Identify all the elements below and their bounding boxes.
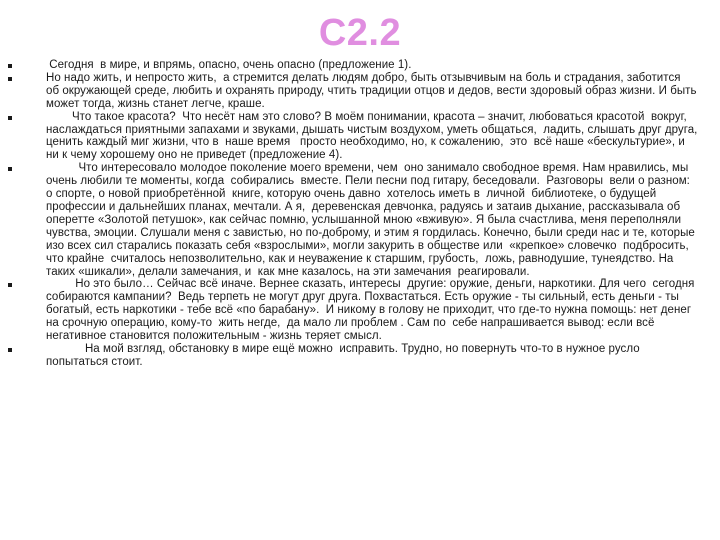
bullet-item xyxy=(8,59,698,72)
square-bullet-icon xyxy=(8,116,12,120)
paragraph-text: Сегодня в мире, и впрямь, опасно, очень опасно (предложение 1). xyxy=(46,59,412,71)
bullet-item xyxy=(8,72,698,111)
square-bullet-icon xyxy=(8,77,12,81)
bullet-item xyxy=(8,110,701,163)
paragraph-text: Что интересовало молодое поколение моего времени, чем оно занимало свободное время. Нам нравились, мы очень любили те моменты, когда собирались вместе. Пели песни под гитару, беседовали. Разговоры вели о разном: о спорте, о новой приобретённой книге, которую очень давно хотелось иметь в личной библиотеке, о будущей профессии и дальнейших планах, мечтали. А я, деревенская девчонка, радуясь и затаив дыхание, рассказывала об оперетте «Золотой петушок», как сейчас помню, услышанной мною «вживую». Я была счастлива, меня переполняли чувства, эмоции. Слушали меня с завистью, но по-доброму, и этим я гордилась. Конечно, были среди нас и те, которые изо всех сил старались показать себя «взрослыми», могли закурить в обществе или «крепкое» словечко подбросить, что крайне считалось непозволительно, как и неуважение к старшим, грубость, ложь, равнодушие, тунеядство. На таких «шикали», делали замечания, и как мне казалось, на эти замечания реагировали. xyxy=(46,162,699,278)
paragraph-text: Но надо жить, и непросто жить, а стремится делать людям добро, быть отзывчивым на боль и страдания, заботится об окружающей среде, любить и охранять природу, чтить традиции отцов и дедов, вести здоровый образ жизни. И быть может тогда, жизнь станет легче, краше. xyxy=(46,71,700,110)
square-bullet-icon xyxy=(8,283,12,287)
paragraph-text: Но это было… Сейчас всё иначе. Вернее сказать, интересы другие: оружие, деньги, наркотики. Для чего сегодня собираются кампании? Ведь терпеть не могут друг друга. Похвастаться. Есть оружие - ты сильный, есть деньги - ты богатый, есть наркотики - тебе всё «по барабану». И никому в голову не приходит, что где-то нужна помощь: нет денег на срочную операцию, кому-то жить негде, да мало ли проблем . Сам по себе напрашивается вывод: если всё негативное становится положительным - жизнь теряет смысл. xyxy=(46,278,698,343)
paragraph-text: Что такое красота? Что несёт нам это слово? В моём понимании, красота – значит, любоваться красотой вокруг, наслаждаться приятными запахами и звуками, дышать чистым воздухом, уметь общаться, ладить, слышать друг друга, ценить каждый миг жизни, что в наше время просто необходимо, но, к сожалению, это всё наше «бескультурие», и ни к чему хорошему оно не приведет (предложение 4). xyxy=(46,110,701,162)
bullet-item xyxy=(8,278,698,343)
bullet-item xyxy=(8,343,698,369)
paragraph-text: На мой взгляд, обстановку в мире ещё можно исправить. Трудно, но повернуть что-то в нужное русло попытаться стоит. xyxy=(46,342,647,368)
slide-title: C2.2 xyxy=(318,12,402,54)
square-bullet-icon xyxy=(8,64,12,68)
square-bullet-icon xyxy=(8,348,12,352)
bullet-item xyxy=(8,162,698,278)
bullet-list xyxy=(8,59,701,369)
square-bullet-icon xyxy=(8,167,12,171)
